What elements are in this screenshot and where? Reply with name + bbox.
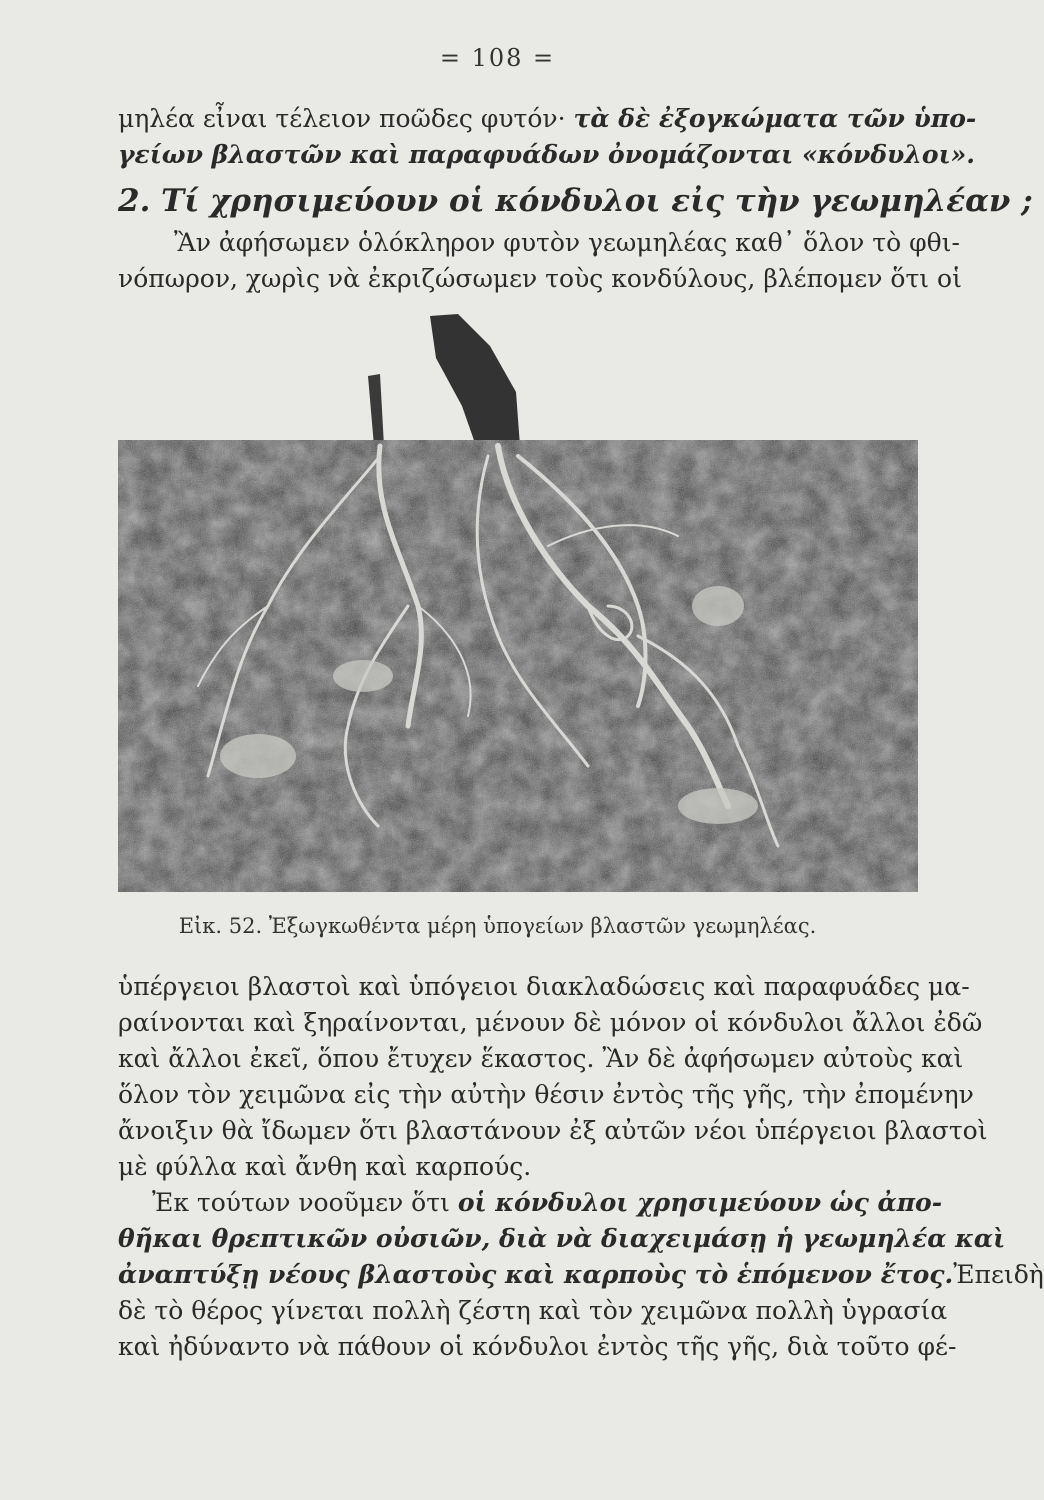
figure-caption: Εἰκ. 52. Ἐξωγκωθέντα μέρη ὑπογείων βλαστῶν γεωμηλέας. <box>178 914 817 938</box>
text-line-13 <box>118 1260 1044 1290</box>
text-line-8: ὅλον τὸν χειμῶνα εἰς τὴν αὐτὴν θέσιν ἐντὸς τῆς γῆς, τὴν ἐπομένην <box>118 1080 974 1109</box>
figure-svg <box>118 306 918 892</box>
figure-potato-roots-photo <box>118 306 918 892</box>
text-line-11-bold: οἱ κόνδυλοι χρησιμεύουν ὡς ἀπο- <box>457 1188 943 1217</box>
text-line-1-bold: τὰ δὲ ἐξογκώματα τῶν ὑπο- <box>573 104 977 133</box>
text-line-14: δὲ τὸ θέρος γίνεται πολλὴ ζέστη καὶ τὸν χειμῶνα πολλὴ ὑγρασία <box>118 1296 948 1325</box>
text-line-1-regular: μηλέα εἶναι τέλειον ποῶδες φυτόν· <box>118 104 574 133</box>
stem-right <box>430 314 520 446</box>
text-line-13-bold: ἀναπτύξῃ νέους βλαστοὺς καὶ καρποὺς τὸ ἑπόμενον ἔτος. <box>118 1260 954 1289</box>
text-line-4: νόπωρον, χωρὶς νὰ ἐκριζώσωμεν τοὺς κονδύλους, βλέπομεν ὅτι οἱ <box>118 264 962 293</box>
stem-left <box>368 374 384 446</box>
text-line-5: ὑπέργειοι βλαστοὶ καὶ ὑπόγειοι διακλαδώσεις καὶ παραφυάδες μα- <box>118 972 970 1001</box>
text-line-1 <box>118 104 977 134</box>
section-heading: 2. Τί χρησιμεύουν οἱ κόνδυλοι εἰς τὴν γεωμηλέαν ; <box>118 183 1033 219</box>
text-line-9: ἄνοιξιν θὰ ἴδωμεν ὅτι βλαστάνουν ἐξ αὐτῶν νέοι ὑπέργειοι βλαστοὶ <box>118 1116 988 1145</box>
text-line-10: μὲ φύλλα καὶ ἄνθη καὶ καρπούς. <box>118 1152 532 1181</box>
text-line-15: καὶ ἠδύναντο νὰ πάθουν οἱ κόνδυλοι ἐντὸς τῆς γῆς, διὰ τοῦτο φέ- <box>118 1332 957 1361</box>
text-line-13-regular: Ἐπειδὴ <box>953 1260 1044 1289</box>
text-line-11 <box>118 1188 943 1218</box>
text-line-2: γείων βλαστῶν καὶ παραφυάδων ὀνομάζονται «κόνδυλοι». <box>118 140 975 169</box>
text-line-11-regular: Ἐκ τούτων νοοῦμεν ὅτι <box>152 1188 458 1217</box>
text-line-6: ραίνονται καὶ ξηραίνονται, μένουν δὲ μόνον οἱ κόνδυλοι ἄλλοι ἐδῶ <box>118 1008 983 1037</box>
text-line-7: καὶ ἄλλοι ἐκεῖ, ὅπου ἔτυχεν ἕκαστος. Ἂν δὲ ἀφήσωμεν αὐτοὺς καὶ <box>118 1044 964 1073</box>
page-number: = 108 = <box>439 44 556 72</box>
text-line-12: θῆκαι θρεπτικῶν οὐσιῶν, διὰ νὰ διαχειμάσῃ ἡ γεωμηλέα καὶ <box>118 1224 1006 1253</box>
text-line-3: Ἂν ἀφήσωμεν ὁλόκληρον φυτὸν γεωμηλέας καθ᾿ ὅλον τὸ φθι- <box>174 228 960 257</box>
